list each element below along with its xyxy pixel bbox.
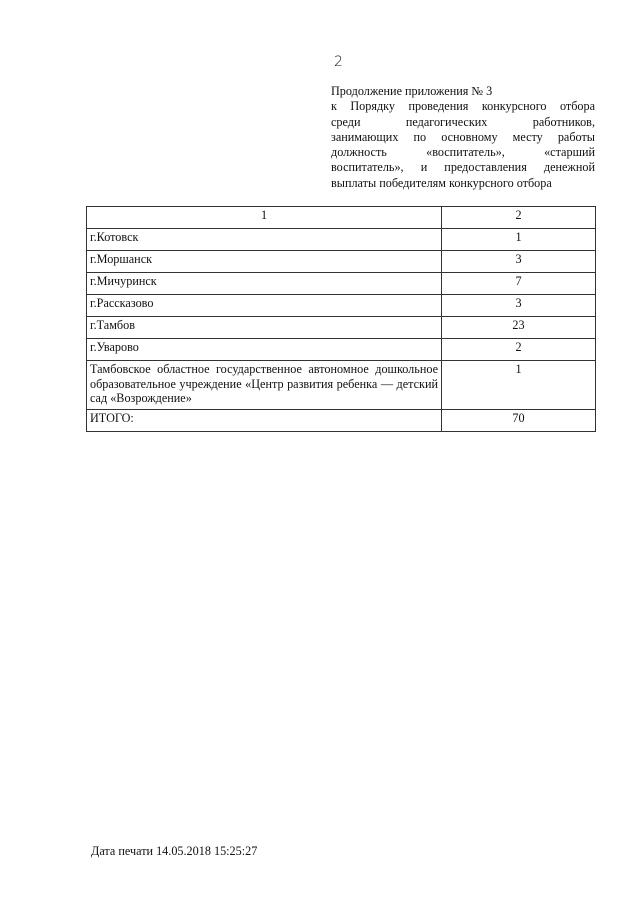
appendix-header-line: Продолжение приложения № 3 [331, 84, 493, 98]
report-table [86, 206, 596, 432]
appendix-header-line: воспитатель», и предоставления денежной [331, 160, 595, 175]
row-name-cell: г.Мичуринск [87, 273, 442, 295]
table-row [87, 273, 596, 295]
column-header-2: 2 [442, 207, 596, 229]
appendix-header-line: занимающих по основному месту работы [331, 129, 595, 144]
row-value-cell: 1 [442, 361, 596, 410]
row-name-cell: г.Уварово [87, 339, 442, 361]
page-number: 2 [334, 54, 343, 70]
table-row [87, 317, 596, 339]
row-value-cell: 2 [442, 339, 596, 361]
row-value-cell: 7 [442, 273, 596, 295]
total-value-cell: 70 [442, 409, 596, 431]
appendix-header-line: выплаты победителям конкурсного отбора [331, 175, 552, 190]
column-header-1: 1 [87, 207, 442, 229]
appendix-header-line: среди педагогических работников, [331, 114, 595, 129]
row-name-cell: Тамбовское областное государственное автономное дошкольное образовательное учреждение «Центр развития ребенка — детский сад «Возрождение» [87, 361, 442, 410]
table-row [87, 339, 596, 361]
table-row [87, 229, 596, 251]
appendix-header [331, 84, 595, 191]
print-date: Дата печати 14.05.2018 15:25:27 [91, 844, 258, 858]
total-row [87, 409, 596, 431]
row-name-cell: г.Тамбов [87, 317, 442, 339]
row-name-cell: г.Котовск [87, 229, 442, 251]
row-name-cell: г.Моршанск [87, 251, 442, 273]
appendix-header-line: должность «воспитатель», «старший [331, 145, 595, 160]
row-name-cell: г.Рассказово [87, 295, 442, 317]
table-row [87, 361, 596, 410]
total-label-cell: ИТОГО: [87, 409, 442, 431]
row-value-cell: 3 [442, 251, 596, 273]
row-value-cell: 3 [442, 295, 596, 317]
table-row [87, 295, 596, 317]
row-value-cell: 23 [442, 317, 596, 339]
table-row [87, 251, 596, 273]
row-value-cell: 1 [442, 229, 596, 251]
appendix-header-line: к Порядку проведения конкурсного отбора [331, 99, 595, 114]
table-header-row [87, 207, 596, 229]
